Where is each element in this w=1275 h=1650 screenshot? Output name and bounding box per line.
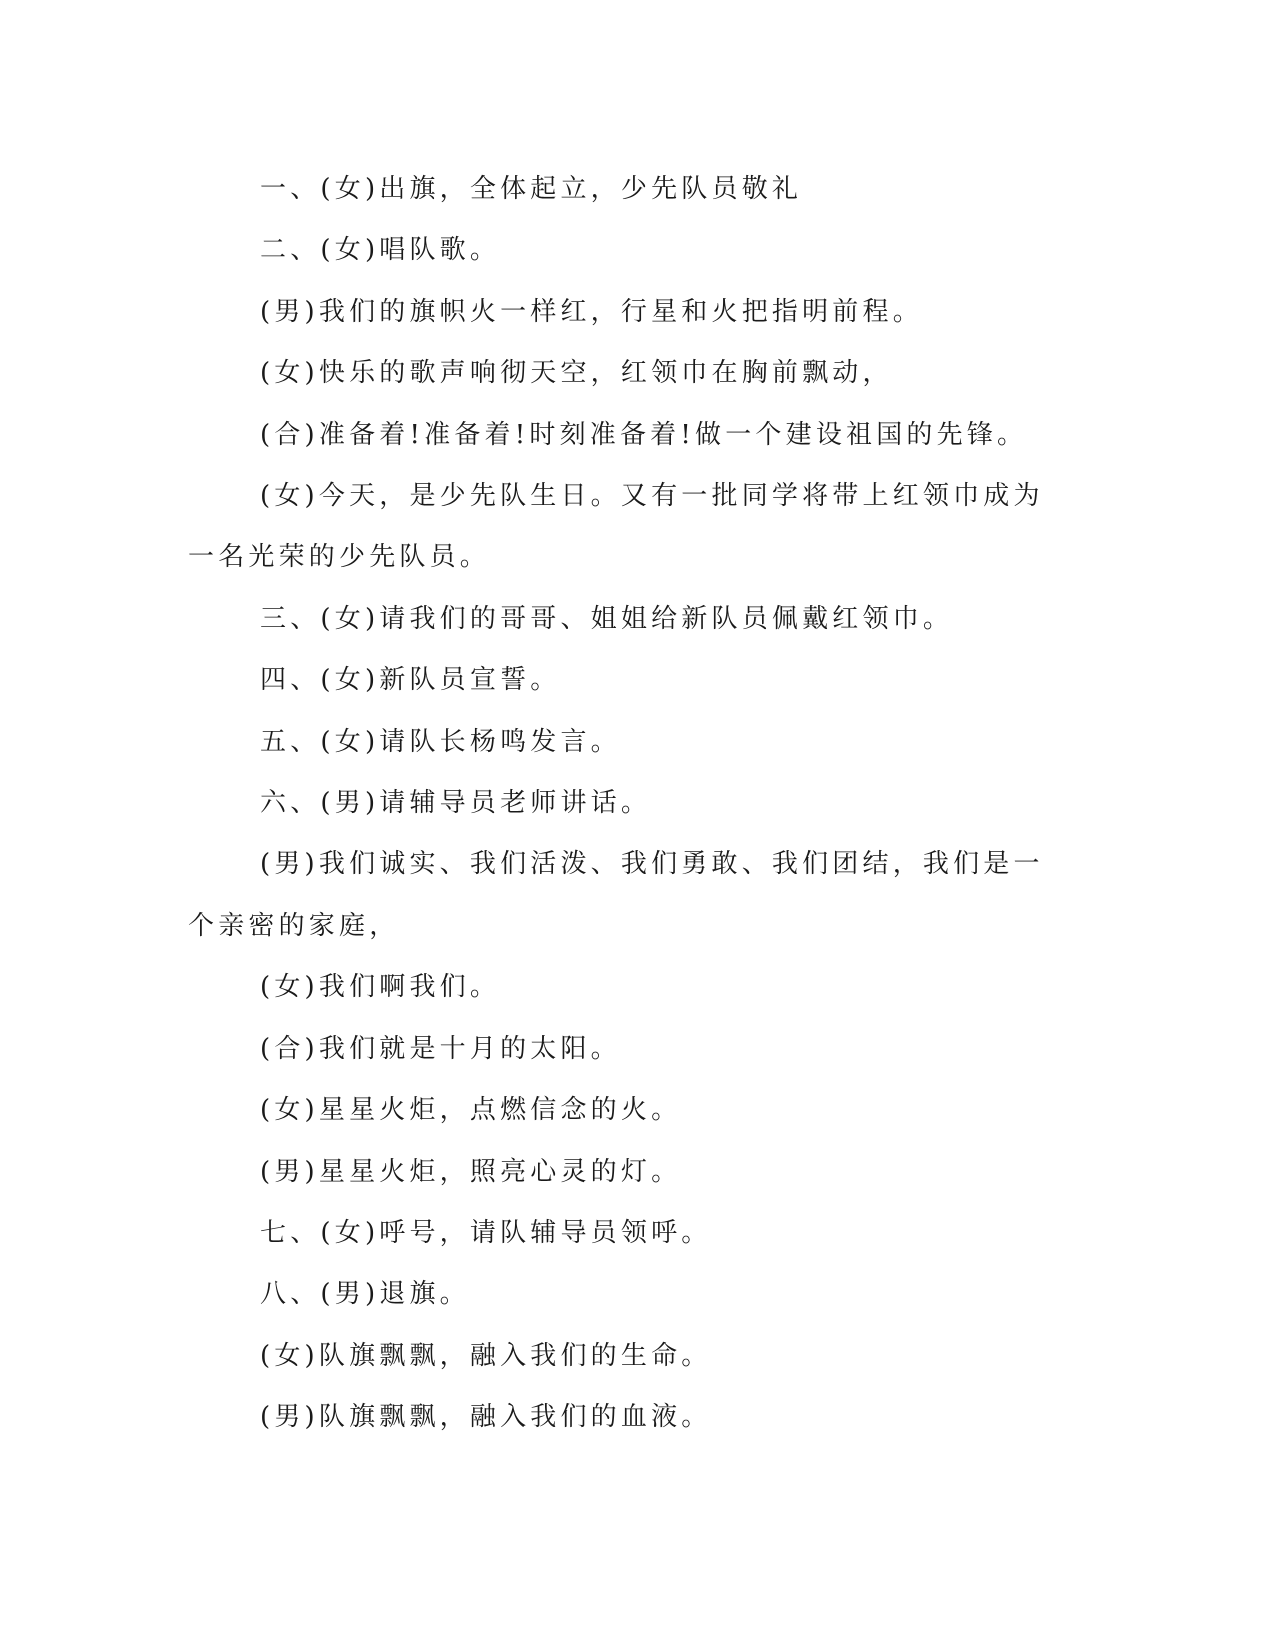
- paragraph: (合)准备着!准备着!时刻准备着!做一个建设祖国的先锋。: [260, 419, 1028, 450]
- paragraph: (女)我们啊我们。: [260, 972, 501, 1003]
- paragraph: 六、(男)请辅导员老师讲话。: [260, 788, 652, 819]
- paragraph: (男)我们的旗帜火一样红，行星和火把指明前程。: [260, 296, 923, 327]
- paragraph: (女)今天，是少先队生日。又有一批同学将带上红领巾成为一名光荣的少先队员。: [188, 481, 1044, 573]
- paragraph: (女)星星火炬，点燃信念的火。: [260, 1095, 682, 1126]
- paragraph: 二、(女)唱队歌。: [260, 235, 501, 266]
- document-body: [188, 159, 1073, 1449]
- paragraph: (男)队旗飘飘，融入我们的血液。: [260, 1402, 712, 1433]
- paragraph: 一、(女)出旗，全体起立，少先队员敬礼: [260, 174, 803, 204]
- paragraph: 七、(女)呼号，请队辅导员领呼。: [260, 1217, 712, 1248]
- paragraph: (男)星星火炬，照亮心灵的灯。: [260, 1156, 682, 1187]
- paragraph: (女)快乐的歌声响彻天空，红领巾在胸前飘动，: [260, 358, 893, 389]
- paragraph: 三、(女)请我们的哥哥、姐姐给新队员佩戴红领巾。: [260, 603, 954, 634]
- paragraph: (女)队旗飘飘，融入我们的生命。: [260, 1340, 712, 1371]
- paragraph: 八、(男)退旗。: [260, 1279, 470, 1310]
- paragraph: 四、(女)新队员宣誓。: [260, 665, 561, 696]
- paragraph: (男)我们诚实、我们活泼、我们勇敢、我们团结，我们是一个亲密的家庭，: [188, 849, 1044, 941]
- paragraph: (合)我们就是十月的太阳。: [260, 1033, 621, 1064]
- paragraph: 五、(女)请队长杨鸣发言。: [260, 726, 621, 757]
